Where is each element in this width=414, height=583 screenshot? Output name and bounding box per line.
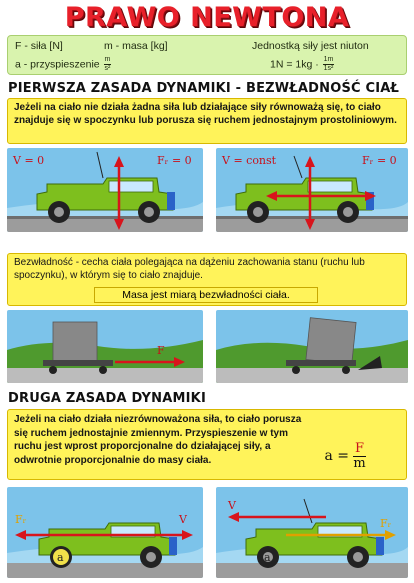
mass-definition: m - masa [kg]: [104, 40, 168, 52]
unit-statement: Jednostką siły jest niuton: [252, 40, 369, 52]
accel-velocity-label: V: [179, 513, 187, 526]
brake-velocity-label: V: [228, 499, 236, 512]
acceleration-unit: $\frac{m}{\text{s²}}$: [104, 56, 111, 72]
cart-panel-stop: [216, 310, 408, 383]
page-title: PRAWO NEWTONA: [64, 2, 350, 33]
accel-a-label: a: [57, 551, 64, 564]
inertia-measure: Masa jest miarą bezwładności ciała.: [94, 287, 318, 303]
second-law-formula: a = $\frac{F}{m}$: [324, 441, 366, 471]
accel-force-label: Fᵣ: [15, 513, 27, 526]
motion-force-label: Fᵣ = 0: [362, 154, 397, 167]
second-law-box: [7, 409, 407, 480]
second-law-panel-accelerating: [7, 487, 203, 578]
cart-panel-push: [7, 310, 203, 383]
first-law-statement: Jeżeli na ciało nie działa żadna siła lub działające siły równoważą się, to ciało znajduje się w spoczynku lub porusza się ruchem jednostajnym prostoliniowym.: [7, 98, 407, 144]
brake-force-label: Fᵣ: [380, 517, 392, 530]
brake-a-label: a: [264, 551, 271, 564]
first-law-panel-motion: [216, 148, 408, 232]
newton-unit: $\frac{1m}{\text{1s²}}$: [323, 56, 334, 72]
second-law-panel-braking: [216, 487, 408, 578]
rest-force-label: Fᵣ = 0: [157, 154, 192, 167]
newton-definition: 1N = 1kg · $\frac{1m}{\text{1s²}}$: [270, 56, 334, 72]
second-law-heading: DRUGA ZASADA DYNAMIKI: [8, 391, 206, 406]
cart-force-label: F: [157, 344, 165, 357]
motion-velocity-label: V = const: [222, 154, 277, 167]
first-law-panel-rest: [7, 148, 203, 232]
inertia-definition: Bezwładność - cecha ciała polegająca na dążeniu zachowania stanu (ruchu lub spoczynku), w którym się to ciało znajduje.: [14, 257, 365, 281]
definitions-box: [7, 35, 407, 75]
rest-velocity-label: V = 0: [13, 154, 45, 167]
second-law-statement: Jeżeli na ciało działa niezrównoważona siła, to ciało porusza się ruchem jednostajnie zmiennym. Przyspieszenie w tym ruchu jest wprost proporcjonalne do działającej siły, a odwrotnie proporcjonalnie do masy ciała.: [14, 414, 302, 466]
acceleration-definition: a - przyspieszenie $\frac{m}{\text{s²}}$: [15, 56, 111, 72]
force-definition: F - siła [N]: [15, 40, 63, 52]
first-law-heading: PIERWSZA ZASADA DYNAMIKI - BEZWŁADNOŚĆ CIAŁ: [8, 81, 400, 96]
